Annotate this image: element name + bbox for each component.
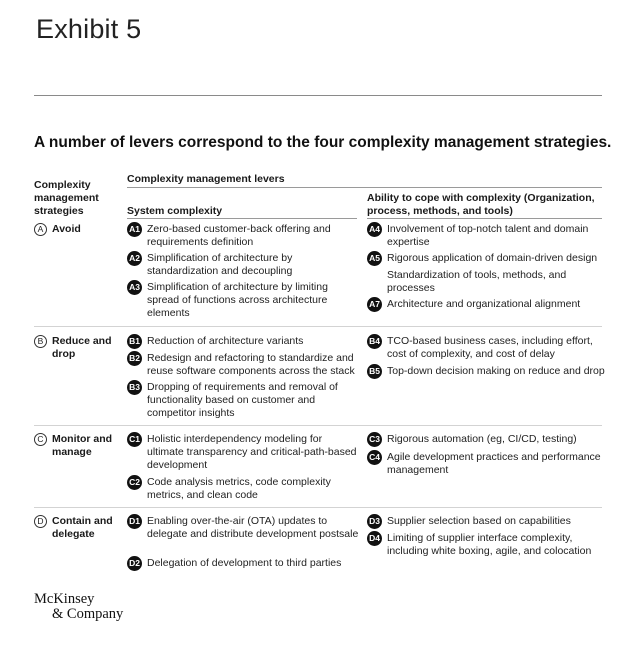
- logo-line-2: & Company: [52, 606, 124, 622]
- lever-item: [127, 352, 359, 378]
- row-divider: [34, 425, 602, 426]
- row-divider: [34, 507, 602, 508]
- lever-text: Rigorous automation (eg, CI/CD, testing): [387, 433, 577, 445]
- ability-header: Ability to cope with complexity (Organization, process, methods, and tools): [367, 192, 595, 217]
- strategy-label: Reduce and drop: [52, 335, 112, 360]
- strategy-letter-circle: B: [34, 335, 47, 348]
- lever-code-badge: A2: [127, 251, 142, 266]
- lever-text: Top-down decision making on reduce and drop: [387, 365, 605, 377]
- lever-code-badge: A7: [367, 297, 382, 312]
- lever-text: Reduction of architecture variants: [147, 335, 304, 347]
- lever-text: Simplification of architecture by standardization and decoupling: [147, 252, 293, 277]
- lever-code-badge: C1: [127, 432, 142, 447]
- lever-code-badge: C3: [367, 432, 382, 447]
- mckinsey-logo: [34, 592, 123, 622]
- system-complexity-header: System complexity: [127, 205, 223, 217]
- lever-code-badge: B3: [127, 380, 142, 395]
- row-divider: [34, 326, 602, 327]
- headline: A number of levers correspond to the four complexity management strategies.: [34, 134, 612, 151]
- lever-text: Agile development practices and performance management: [387, 451, 601, 476]
- lever-code-badge: D2: [127, 556, 142, 571]
- strategy-letter-circle: D: [34, 515, 47, 528]
- lever-text: Architecture and organizational alignment: [387, 298, 581, 310]
- strategies-header: Complexity management strategies: [34, 179, 99, 217]
- lever-text: Rigorous application of domain-driven design: [387, 252, 598, 264]
- lever-item: [367, 335, 605, 361]
- lever-code-badge: A4: [367, 222, 382, 237]
- lever-code-badge: A1: [127, 222, 142, 237]
- lever-item: [127, 223, 359, 249]
- lever-item: [367, 433, 605, 447]
- system-header-divider: [127, 218, 357, 219]
- lever-item: [127, 515, 359, 541]
- lever-code-badge: B5: [367, 364, 382, 379]
- lever-code-badge: A3: [127, 280, 142, 295]
- strategy-b: [34, 335, 118, 361]
- lever-text: Code analysis metrics, code complexity metrics, and clean code: [147, 476, 331, 501]
- lever-text: Supplier selection based on capabilities: [387, 515, 571, 527]
- strategy-c: [34, 433, 118, 459]
- lever-code-badge: D3: [367, 514, 382, 529]
- lever-text: Standardization of tools, methods, and processes: [387, 269, 567, 294]
- lever-text: Limiting of supplier interface complexity, including white boxing, agile, and colocation: [387, 532, 592, 557]
- lever-code-badge: C2: [127, 475, 142, 490]
- lever-text: Redesign and refactoring to standardize and reuse software components across the stack: [147, 352, 355, 377]
- lever-item: [127, 335, 359, 349]
- lever-text: TCO-based business cases, including effort, cost of complexity, and cost of delay: [387, 335, 593, 360]
- lever-item: [127, 252, 359, 278]
- lever-text: Simplification of architecture by limiting spread of functions across architecture elements: [147, 281, 328, 319]
- lever-code-badge: B2: [127, 351, 142, 366]
- lever-item: [127, 381, 359, 420]
- lever-code-badge: C4: [367, 450, 382, 465]
- lever-item: [367, 451, 605, 477]
- lever-text: Involvement of top-notch talent and domain expertise: [387, 223, 589, 248]
- lever-item: [127, 433, 359, 472]
- strategy-label: Monitor and manage: [52, 433, 113, 458]
- strategy-a: [34, 223, 118, 236]
- strategy-letter-circle: A: [34, 223, 47, 236]
- lever-item: [127, 281, 359, 320]
- lever-code-badge: D1: [127, 514, 142, 529]
- lever-item: [127, 476, 359, 502]
- lever-item: [367, 223, 605, 249]
- lever-item: [367, 515, 605, 529]
- strategy-label: Contain and delegate: [52, 515, 113, 540]
- lever-code-badge: B1: [127, 334, 142, 349]
- lever-item: [367, 298, 605, 312]
- levers-header-divider: [127, 187, 602, 188]
- lever-item: [127, 557, 359, 571]
- top-divider: [34, 95, 602, 96]
- strategy-label: Avoid: [52, 223, 81, 235]
- lever-code-badge: B4: [367, 334, 382, 349]
- lever-item: [367, 252, 605, 266]
- lever-text: Zero-based customer-back offering and requirements definition: [147, 223, 331, 248]
- lever-code-badge: D4: [367, 531, 382, 546]
- levers-header: Complexity management levers: [127, 173, 285, 185]
- strategy-letter-circle: C: [34, 433, 47, 446]
- lever-text: Enabling over-the-air (OTA) updates to delegate and distribute development postsale: [147, 515, 359, 540]
- lever-code-badge: A5: [367, 251, 382, 266]
- exhibit-label: Exhibit 5: [36, 14, 142, 44]
- lever-item: [367, 365, 605, 379]
- logo-line-1: McKinsey: [34, 591, 95, 607]
- lever-text: Delegation of development to third parties: [147, 557, 342, 569]
- lever-item: [367, 269, 605, 295]
- strategy-d: [34, 515, 118, 541]
- lever-text: Holistic interdependency modeling for ultimate transparency and critical-path-based development: [147, 433, 357, 471]
- lever-item: [367, 532, 605, 558]
- ability-header-divider: [367, 218, 602, 219]
- lever-text: Dropping of requirements and removal of functionality based on customer and competitor insights: [147, 381, 338, 419]
